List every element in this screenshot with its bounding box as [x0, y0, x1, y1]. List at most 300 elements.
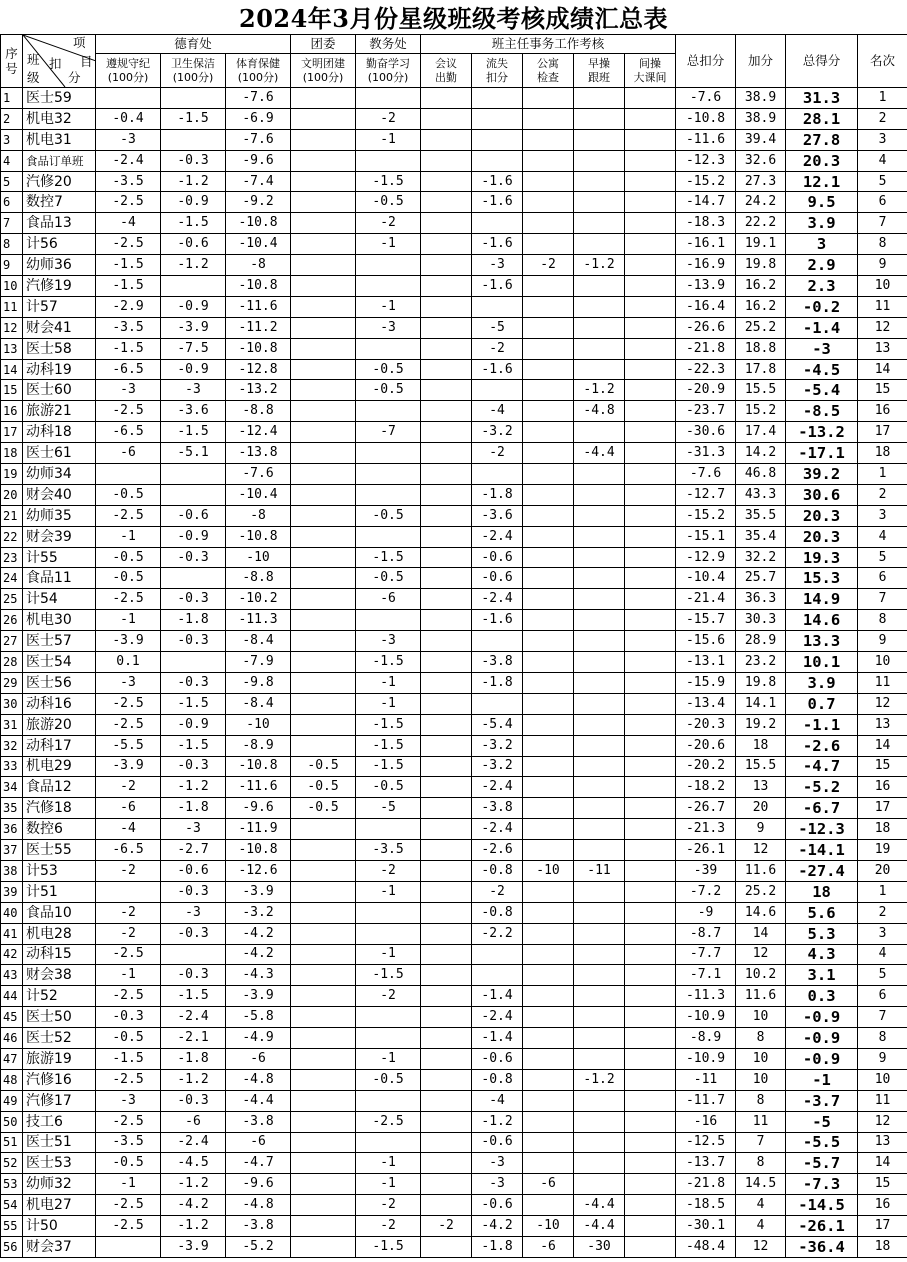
- cell-zongde: 13.3: [786, 631, 858, 652]
- cell-wenming: [291, 965, 356, 986]
- cell-liushi: -3.6: [472, 505, 523, 526]
- cell-jiancao: [625, 1090, 676, 1111]
- cell-jiancao: [625, 860, 676, 881]
- cell-class-name: 计52: [23, 986, 96, 1007]
- table-row: [1, 631, 907, 652]
- cell-liushi: -2: [472, 338, 523, 359]
- cell-jiafen: 43.3: [736, 484, 786, 505]
- cell-wenming: [291, 1236, 356, 1257]
- cell-zongkou: -11.3: [676, 986, 736, 1007]
- cell-zaocao: [574, 568, 625, 589]
- cell-class-name: 计54: [23, 589, 96, 610]
- cell-qinfen: -0.5: [356, 359, 421, 380]
- cell-zongkou: -15.2: [676, 505, 736, 526]
- table-row: [1, 840, 907, 861]
- cell-zongkou: -10.9: [676, 1048, 736, 1069]
- cell-huiyi: [421, 840, 472, 861]
- cell-class-name: 机电28: [23, 923, 96, 944]
- cell-zongde: -6.7: [786, 798, 858, 819]
- cell-wenming: [291, 129, 356, 150]
- cell-weisheng: [161, 484, 226, 505]
- cell-huiyi: [421, 965, 472, 986]
- table-row: [1, 401, 907, 422]
- cell-zunji: -4: [96, 819, 161, 840]
- cell-qinfen: -1: [356, 693, 421, 714]
- cell-jiancao: [625, 840, 676, 861]
- cell-tiyu: -10.8: [226, 840, 291, 861]
- cell-huiyi: [421, 923, 472, 944]
- cell-mingci: 8: [858, 610, 907, 631]
- cell-wenming: [291, 296, 356, 317]
- cell-qinfen: [356, 1090, 421, 1111]
- cell-qinfen: [356, 150, 421, 171]
- cell-gongyu: [523, 1132, 574, 1153]
- cell-huiyi: [421, 317, 472, 338]
- cell-weisheng: -3: [161, 902, 226, 923]
- cell-class-name: 医士55: [23, 840, 96, 861]
- cell-wenming: [291, 213, 356, 234]
- cell-jiancao: [625, 276, 676, 297]
- cell-wenming: [291, 652, 356, 673]
- cell-zunji: -2.5: [96, 693, 161, 714]
- cell-tiyu: -10.8: [226, 276, 291, 297]
- cell-zunji: -2.5: [96, 1111, 161, 1132]
- cell-seq: 3: [1, 129, 23, 150]
- cell-seq: 47: [1, 1048, 23, 1069]
- cell-tiyu: -9.6: [226, 150, 291, 171]
- cell-huiyi: [421, 296, 472, 317]
- cell-zaocao: [574, 965, 625, 986]
- cell-mingci: 4: [858, 150, 907, 171]
- cell-liushi: -1.8: [472, 1236, 523, 1257]
- cell-liushi: -1.4: [472, 1028, 523, 1049]
- cell-class-name: 食品10: [23, 902, 96, 923]
- cell-class-name: 计50: [23, 1216, 96, 1237]
- cell-weisheng: [161, 652, 226, 673]
- cell-jiafen: 20: [736, 798, 786, 819]
- cell-zongkou: -18.3: [676, 213, 736, 234]
- cell-zaocao: [574, 1007, 625, 1028]
- cell-tiyu: -4.8: [226, 1195, 291, 1216]
- cell-jiancao: [625, 1174, 676, 1195]
- cell-wenming: [291, 1069, 356, 1090]
- cell-zunji: [96, 88, 161, 109]
- cell-zongkou: -23.7: [676, 401, 736, 422]
- cell-zunji: -5.5: [96, 735, 161, 756]
- table-row: [1, 819, 907, 840]
- cell-tiyu: -10.8: [226, 338, 291, 359]
- cell-gongyu: [523, 213, 574, 234]
- cell-gongyu: [523, 296, 574, 317]
- cell-zongde: 3.9: [786, 672, 858, 693]
- cell-seq: 41: [1, 923, 23, 944]
- cell-gongyu: [523, 881, 574, 902]
- cell-jiancao: [625, 255, 676, 276]
- cell-mingci: 12: [858, 317, 907, 338]
- cell-weisheng: -0.6: [161, 860, 226, 881]
- cell-qinfen: -1.5: [356, 652, 421, 673]
- cell-qinfen: -2: [356, 1195, 421, 1216]
- cell-zongde: -13.2: [786, 422, 858, 443]
- cell-tiyu: -12.6: [226, 860, 291, 881]
- cell-jiafen: 12: [736, 944, 786, 965]
- cell-mingci: 6: [858, 568, 907, 589]
- cell-zaocao: -1.2: [574, 255, 625, 276]
- cell-tiyu: -8: [226, 255, 291, 276]
- cell-liushi: [472, 88, 523, 109]
- cell-tiyu: -5.8: [226, 1007, 291, 1028]
- cell-zunji: -6.5: [96, 840, 161, 861]
- cell-class-name: 幼师35: [23, 505, 96, 526]
- table-row: [1, 1090, 907, 1111]
- cell-jiafen: 10: [736, 1069, 786, 1090]
- cell-tiyu: -5.2: [226, 1236, 291, 1257]
- cell-huiyi: [421, 881, 472, 902]
- cell-zongkou: -15.7: [676, 610, 736, 631]
- table-row: [1, 777, 907, 798]
- cell-zongkou: -21.3: [676, 819, 736, 840]
- cell-class-name: 汽修19: [23, 276, 96, 297]
- cell-qinfen: -0.5: [356, 1069, 421, 1090]
- diag-word-mu: 目: [80, 54, 93, 69]
- cell-qinfen: -2: [356, 213, 421, 234]
- cell-gongyu: [523, 798, 574, 819]
- cell-zongkou: -11.6: [676, 129, 736, 150]
- diagonal-header-cell: [23, 35, 96, 88]
- cell-zunji: -3: [96, 129, 161, 150]
- cell-zongkou: -22.3: [676, 359, 736, 380]
- cell-zaocao: [574, 902, 625, 923]
- cell-zongde: -5.7: [786, 1153, 858, 1174]
- cell-seq: 34: [1, 777, 23, 798]
- cell-huiyi: [421, 714, 472, 735]
- cell-liushi: -0.6: [472, 1132, 523, 1153]
- cell-zaocao: [574, 672, 625, 693]
- cell-weisheng: [161, 88, 226, 109]
- cell-qinfen: -6: [356, 589, 421, 610]
- cell-tiyu: -3.2: [226, 902, 291, 923]
- cell-huiyi: [421, 505, 472, 526]
- cell-liushi: -1.2: [472, 1111, 523, 1132]
- cell-jiafen: 8: [736, 1028, 786, 1049]
- cell-qinfen: [356, 923, 421, 944]
- cell-gongyu: -10: [523, 860, 574, 881]
- cell-weisheng: -0.3: [161, 672, 226, 693]
- cell-weisheng: -1.2: [161, 255, 226, 276]
- cell-zaocao: [574, 359, 625, 380]
- cell-gongyu: [523, 505, 574, 526]
- cell-zunji: -1: [96, 1174, 161, 1195]
- cell-jiafen: 7: [736, 1132, 786, 1153]
- cell-jiafen: 8: [736, 1090, 786, 1111]
- cell-zunji: -0.3: [96, 1007, 161, 1028]
- cell-class-name: 动科15: [23, 944, 96, 965]
- cell-jiafen: 35.5: [736, 505, 786, 526]
- cell-wenming: [291, 255, 356, 276]
- cell-mingci: 13: [858, 714, 907, 735]
- cell-zongkou: -8.7: [676, 923, 736, 944]
- cell-weisheng: [161, 129, 226, 150]
- cell-gongyu: [523, 338, 574, 359]
- cell-class-name: 旅游19: [23, 1048, 96, 1069]
- cell-class-name: 医士53: [23, 1153, 96, 1174]
- cell-class-name: 技工6: [23, 1111, 96, 1132]
- cell-tiyu: -4.2: [226, 923, 291, 944]
- cell-zongde: 14.6: [786, 610, 858, 631]
- cell-jiafen: 38.9: [736, 88, 786, 109]
- cell-zaocao: [574, 213, 625, 234]
- cell-zongde: -0.2: [786, 296, 858, 317]
- cell-wenming: [291, 443, 356, 464]
- cell-mingci: 11: [858, 296, 907, 317]
- seq-header-line2: 号: [5, 61, 18, 76]
- cell-qinfen: [356, 338, 421, 359]
- cell-class-name: 财会41: [23, 317, 96, 338]
- cell-tiyu: -12.4: [226, 422, 291, 443]
- cell-weisheng: -1.2: [161, 171, 226, 192]
- col-huiyi-line2: 出勤: [435, 70, 458, 84]
- cell-mingci: 5: [858, 965, 907, 986]
- cell-zunji: -2: [96, 902, 161, 923]
- cell-huiyi: [421, 108, 472, 129]
- cell-mingci: 7: [858, 213, 907, 234]
- cell-jiafen: 35.4: [736, 526, 786, 547]
- table-row: [1, 965, 907, 986]
- cell-gongyu: [523, 464, 574, 485]
- cell-liushi: [472, 380, 523, 401]
- cell-zunji: -2: [96, 860, 161, 881]
- cell-gongyu: [523, 631, 574, 652]
- cell-weisheng: [161, 568, 226, 589]
- cell-jiancao: [625, 484, 676, 505]
- cell-mingci: 11: [858, 672, 907, 693]
- group-banzhuren: 班主任事务工作考核: [421, 35, 676, 54]
- cell-zongkou: -21.8: [676, 1174, 736, 1195]
- cell-qinfen: -0.5: [356, 777, 421, 798]
- cell-tiyu: -12.8: [226, 359, 291, 380]
- cell-gongyu: [523, 1153, 574, 1174]
- cell-zongkou: -26.7: [676, 798, 736, 819]
- cell-zaocao: [574, 234, 625, 255]
- cell-jiafen: 10: [736, 1048, 786, 1069]
- cell-mingci: 4: [858, 944, 907, 965]
- cell-wenming: [291, 1195, 356, 1216]
- cell-tiyu: -4.2: [226, 944, 291, 965]
- cell-qinfen: [356, 484, 421, 505]
- cell-liushi: [472, 965, 523, 986]
- cell-class-name: 医士50: [23, 1007, 96, 1028]
- cell-qinfen: [356, 255, 421, 276]
- cell-qinfen: -3: [356, 631, 421, 652]
- cell-weisheng: [161, 944, 226, 965]
- cell-jiancao: [625, 317, 676, 338]
- cell-zunji: -1.5: [96, 338, 161, 359]
- cell-huiyi: [421, 464, 472, 485]
- cell-weisheng: -0.3: [161, 923, 226, 944]
- cell-mingci: 12: [858, 1111, 907, 1132]
- cell-class-name: 幼师34: [23, 464, 96, 485]
- cell-wenming: -0.5: [291, 777, 356, 798]
- cell-zongkou: -7.1: [676, 965, 736, 986]
- col-wenming-label: 文明团建: [301, 56, 346, 70]
- table-row: [1, 422, 907, 443]
- cell-zunji: -2.5: [96, 589, 161, 610]
- cell-gongyu: [523, 1069, 574, 1090]
- diag-word-kou: 扣: [49, 56, 62, 71]
- cell-zongkou: -12.9: [676, 547, 736, 568]
- cell-jiancao: [625, 380, 676, 401]
- cell-seq: 49: [1, 1090, 23, 1111]
- col-gongyu-line1: 公寓: [537, 56, 560, 70]
- cell-qinfen: -1.5: [356, 547, 421, 568]
- cell-wenming: [291, 735, 356, 756]
- cell-liushi: -0.8: [472, 1069, 523, 1090]
- table-row: [1, 568, 907, 589]
- cell-jiafen: 27.3: [736, 171, 786, 192]
- cell-liushi: -0.6: [472, 1195, 523, 1216]
- cell-zaocao: [574, 1174, 625, 1195]
- cell-liushi: -4: [472, 1090, 523, 1111]
- cell-gongyu: [523, 840, 574, 861]
- cell-zongkou: -12.5: [676, 1132, 736, 1153]
- cell-jiancao: [625, 610, 676, 631]
- cell-wenming: [291, 88, 356, 109]
- cell-seq: 1: [1, 88, 23, 109]
- cell-qinfen: -0.5: [356, 380, 421, 401]
- cell-seq: 6: [1, 192, 23, 213]
- table-row: [1, 1007, 907, 1028]
- cell-weisheng: -2.4: [161, 1007, 226, 1028]
- cell-seq: 13: [1, 338, 23, 359]
- cell-wenming: [291, 547, 356, 568]
- cell-zaocao: [574, 547, 625, 568]
- cell-zongkou: -15.9: [676, 672, 736, 693]
- cell-mingci: 1: [858, 88, 907, 109]
- cell-tiyu: -9.8: [226, 672, 291, 693]
- cell-wenming: [291, 317, 356, 338]
- col-zaocao-line2: 跟班: [588, 70, 611, 84]
- cell-jiafen: 17.4: [736, 422, 786, 443]
- cell-qinfen: -1: [356, 944, 421, 965]
- cell-zunji: -6: [96, 443, 161, 464]
- cell-liushi: -2.4: [472, 819, 523, 840]
- cell-seq: 56: [1, 1236, 23, 1257]
- cell-seq: 48: [1, 1069, 23, 1090]
- cell-weisheng: -0.3: [161, 1090, 226, 1111]
- cell-mingci: 13: [858, 338, 907, 359]
- cell-zongkou: -48.4: [676, 1236, 736, 1257]
- cell-tiyu: -8: [226, 505, 291, 526]
- cell-class-name: 计53: [23, 860, 96, 881]
- table-row: [1, 1195, 907, 1216]
- cell-zongde: -8.5: [786, 401, 858, 422]
- cell-tiyu: -4.8: [226, 1069, 291, 1090]
- cell-seq: 36: [1, 819, 23, 840]
- cell-mingci: 20: [858, 860, 907, 881]
- table-row: [1, 296, 907, 317]
- cell-wenming: [291, 693, 356, 714]
- cell-wenming: [291, 1153, 356, 1174]
- cell-huiyi: [421, 380, 472, 401]
- cell-liushi: -2.4: [472, 589, 523, 610]
- table-row: [1, 652, 907, 673]
- table-row: [1, 1111, 907, 1132]
- cell-huiyi: [421, 589, 472, 610]
- cell-zaocao: [574, 1111, 625, 1132]
- table-row: [1, 547, 907, 568]
- cell-jiancao: [625, 965, 676, 986]
- col-tiyu: [226, 54, 291, 88]
- cell-zunji: -1.5: [96, 1048, 161, 1069]
- cell-zongde: -3.7: [786, 1090, 858, 1111]
- cell-class-name: 汽修16: [23, 1069, 96, 1090]
- cell-wenming: [291, 714, 356, 735]
- cell-jiancao: [625, 213, 676, 234]
- cell-qinfen: -1: [356, 881, 421, 902]
- cell-zongde: -5: [786, 1111, 858, 1132]
- cell-zongkou: -16: [676, 1111, 736, 1132]
- cell-gongyu: [523, 150, 574, 171]
- cell-huiyi: [421, 798, 472, 819]
- cell-gongyu: [523, 777, 574, 798]
- cell-zongde: 20.3: [786, 150, 858, 171]
- cell-jiafen: 13: [736, 777, 786, 798]
- cell-mingci: 15: [858, 1174, 907, 1195]
- cell-qinfen: -1.5: [356, 735, 421, 756]
- cell-wenming: [291, 1028, 356, 1049]
- cell-seq: 29: [1, 672, 23, 693]
- table-row: [1, 129, 907, 150]
- cell-weisheng: -0.3: [161, 589, 226, 610]
- cell-zongkou: -11: [676, 1069, 736, 1090]
- cell-zaocao: [574, 171, 625, 192]
- cell-wenming: [291, 1090, 356, 1111]
- cell-zunji: [96, 1236, 161, 1257]
- cell-qinfen: [356, 1028, 421, 1049]
- col-zongkou: 总扣分: [676, 35, 736, 88]
- cell-zongkou: -16.1: [676, 234, 736, 255]
- cell-zunji: -2.9: [96, 296, 161, 317]
- cell-jiafen: 12: [736, 840, 786, 861]
- cell-qinfen: [356, 526, 421, 547]
- cell-jiafen: 24.2: [736, 192, 786, 213]
- cell-jiancao: [625, 443, 676, 464]
- cell-mingci: 3: [858, 505, 907, 526]
- cell-zunji: -2.5: [96, 944, 161, 965]
- cell-jiancao: [625, 526, 676, 547]
- cell-weisheng: -3.9: [161, 317, 226, 338]
- cell-gongyu: [523, 192, 574, 213]
- cell-liushi: -1.6: [472, 171, 523, 192]
- cell-gongyu: [523, 317, 574, 338]
- seq-header: [1, 35, 23, 88]
- cell-huiyi: [421, 631, 472, 652]
- cell-gongyu: [523, 1195, 574, 1216]
- cell-zongkou: -16.9: [676, 255, 736, 276]
- cell-mingci: 6: [858, 986, 907, 1007]
- cell-mingci: 10: [858, 652, 907, 673]
- cell-jiancao: [625, 359, 676, 380]
- cell-zongkou: -13.7: [676, 1153, 736, 1174]
- cell-gongyu: [523, 1028, 574, 1049]
- cell-class-name: 计56: [23, 234, 96, 255]
- cell-jiancao: [625, 108, 676, 129]
- cell-tiyu: -11.6: [226, 296, 291, 317]
- cell-mingci: 15: [858, 380, 907, 401]
- cell-zongkou: -20.3: [676, 714, 736, 735]
- cell-tiyu: -7.6: [226, 464, 291, 485]
- cell-jiafen: 14: [736, 923, 786, 944]
